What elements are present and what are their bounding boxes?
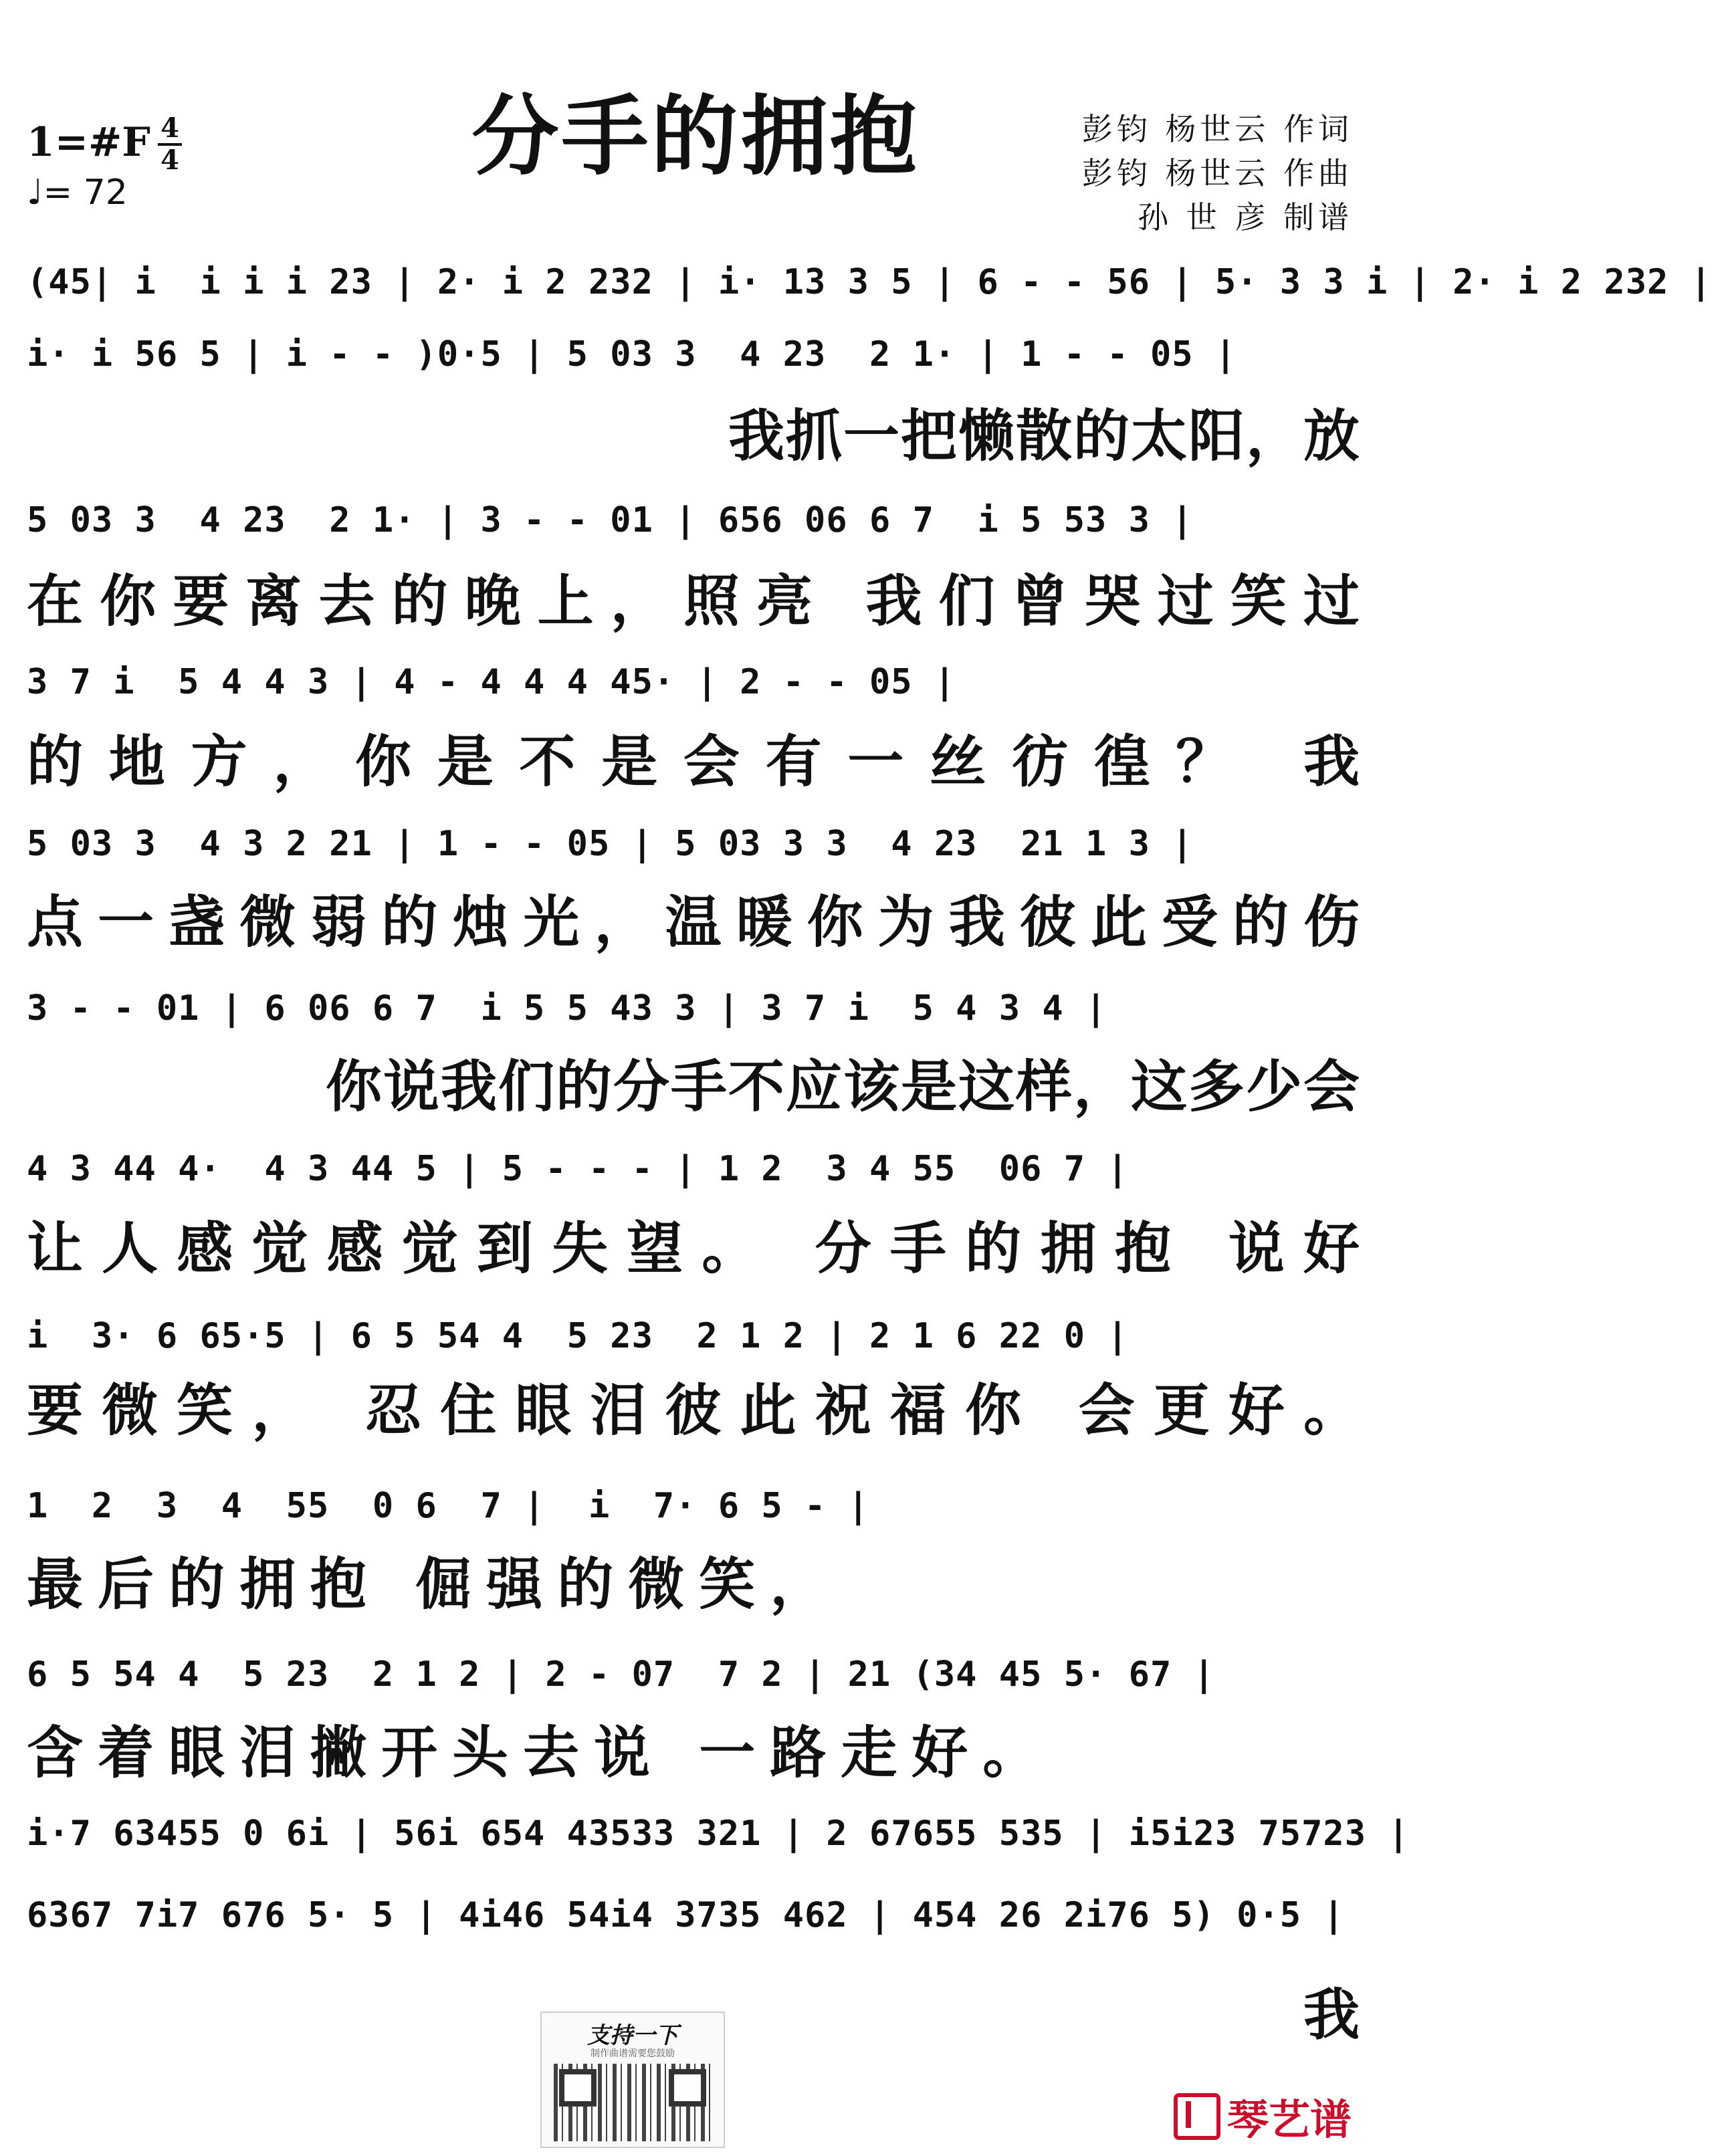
lyric-line: 让人感觉感觉到失望。 分手的拥抱 说好 <box>27 1215 1361 1281</box>
score-row-notes: 6 5 54 4 5 23 2 1 2 | 2 - 07 7 2 | 21 (34 45 5· 67 | <box>27 1654 1215 1695</box>
score-row-notes: i 3· 6 65·5 | 6 5 54 4 5 23 2 1 2 | 2 1 6 22 0 | <box>27 1316 1129 1356</box>
song-title: 分手的拥抱 <box>471 85 920 187</box>
score-row-notes: 5 03 3 4 23 2 1· | 3 - - 01 | 656 06 6 7 i 5 53 3 | <box>27 500 1194 540</box>
time-signature-top: 4 <box>160 112 179 144</box>
score-row-notes: 4 3 44 4· 4 3 44 5 | 5 - - - | 1 2 3 4 55 06 7 | <box>27 1149 1129 1189</box>
brand-logo-icon <box>1174 2093 1220 2140</box>
credit-composer: 彭钧 杨世云 作曲 <box>1081 155 1353 191</box>
key-signature: 1=#F <box>27 119 150 166</box>
brand-name: 琴艺谱 <box>1226 2095 1352 2144</box>
credit-lyricist: 彭钧 杨世云 作词 <box>1081 111 1353 147</box>
lyric-line: 我 <box>1303 1981 1361 2048</box>
score-row-notes: 6367 7i7 676 5· 5 | 4i46 54i4 3735 462 | 454 26 2i76 5) 0·5 | <box>27 1895 1345 1935</box>
time-signature <box>155 114 185 175</box>
lyric-line: 含着眼泪撇开头去说 一路走好。 <box>27 1719 1054 1786</box>
lyric-line: 最后的拥抱 倔强的微笑， <box>27 1551 841 1617</box>
lyric-line: 要微笑， 忍住眼泪彼此祝福你 会更好。 <box>27 1377 1361 1443</box>
lyric-line: 在你要离去的晚上，照亮 我们曾哭过笑过 <box>27 568 1361 634</box>
support-title: 支持一下 <box>587 2022 678 2049</box>
support-qr-panel <box>540 2012 725 2148</box>
brand-logo <box>1174 2086 1352 2146</box>
lyric-line: 你说我们的分手不应该是这样，这多少会 <box>325 1053 1361 1119</box>
score-row-notes: i·7 63455 0 6i | 56i 654 43533 321 | 2 67655 535 | i5i23 75723 | <box>27 1814 1410 1854</box>
score-row-notes: 3 7 i 5 4 4 3 | 4 - 4 4 4 45· | 2 - - 05 | <box>27 662 956 702</box>
support-subtitle: 制作曲谱需要您鼓励 <box>591 2048 675 2059</box>
qr-code-icon <box>554 2064 712 2141</box>
credit-transcriber: 孙 世 彦 制谱 <box>1138 199 1353 235</box>
score-row-notes: i· i 56 5 | i - - )0·5 | 5 03 3 4 23 2 1· | 1 - - 05 | <box>27 334 1237 374</box>
tempo-marking: ♩= 72 <box>27 173 128 213</box>
time-signature-bottom: 4 <box>160 144 179 176</box>
score-row-notes: 3 - - 01 | 6 06 6 7 i 5 5 43 3 | 3 7 i 5 4 3 4 | <box>27 988 1107 1029</box>
score-row-notes: (45| i i i i 23 | 2· i 2 232 | i· 13 3 5 | 6 - - 56 | 5· 3 3 i | 2· i 2 232 | <box>27 262 1712 302</box>
lyric-line: 点一盏微弱的烛光，温暖你为我彼此受的伤 <box>27 889 1361 955</box>
lyric-line: 我抓一把懒散的太阳，放 <box>728 403 1361 469</box>
credits <box>1082 107 1353 239</box>
score-row-notes: 5 03 3 4 3 2 21 | 1 - - 05 | 5 03 3 3 4 23 21 1 3 | <box>27 824 1194 864</box>
lyric-line: 的地方，你是不是会有一丝彷徨？ 我 <box>27 728 1361 794</box>
score-row-notes: 1 2 3 4 55 0 6 7 | i 7· 6 5 - | <box>27 1486 869 1526</box>
